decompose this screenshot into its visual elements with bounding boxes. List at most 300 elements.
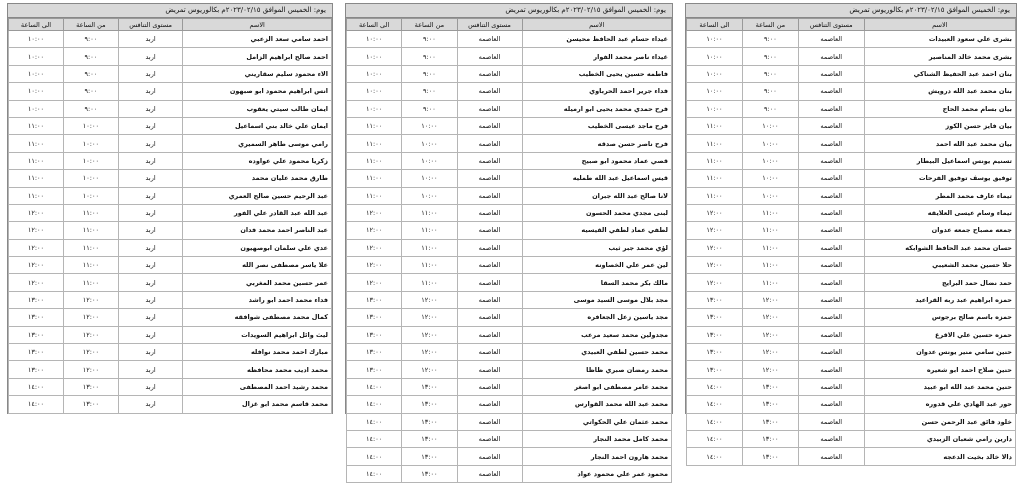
cell-to-time: ١١:٠٠: [687, 152, 743, 169]
cell-to-time: ١٣:٠٠: [9, 309, 64, 326]
cell-from-time: ٩:٠٠: [742, 48, 798, 65]
cell-from-time: ١٢:٠٠: [63, 326, 118, 343]
cell-from-time: ١٢:٠٠: [402, 309, 457, 326]
cell-level: العاصمه: [798, 65, 864, 82]
cell-from-time: ١١:٠٠: [402, 257, 457, 274]
table-row: [687, 170, 1016, 187]
cell-to-time: ١٣:٠٠: [347, 344, 402, 361]
cell-name: كمال محمد مصطفى شوافقه: [183, 309, 332, 326]
cell-from-time: ١٣:٠٠: [63, 378, 118, 395]
cell-level: العاصمه: [798, 204, 864, 221]
table-row: [347, 326, 672, 343]
table-row: [9, 378, 332, 395]
cell-to-time: ١٠:٠٠: [347, 48, 402, 65]
cell-level: العاصمه: [798, 257, 864, 274]
cell-to-time: ١٣:٠٠: [687, 309, 743, 326]
cell-to-time: ١٤:٠٠: [687, 413, 743, 430]
cell-level: العاصمه: [798, 31, 864, 48]
cell-from-time: ١٢:٠٠: [63, 361, 118, 378]
table-row: [687, 100, 1016, 117]
cell-to-time: ١٠:٠٠: [347, 65, 402, 82]
cell-from-time: ١٣:٠٠: [742, 378, 798, 395]
cell-to-time: ١٣:٠٠: [9, 361, 64, 378]
cell-to-time: ١٣:٠٠: [687, 291, 743, 308]
cell-level: العاصمه: [457, 465, 522, 482]
table-row: [347, 430, 672, 447]
table-row: [9, 48, 332, 65]
cell-level: العاصمه: [798, 48, 864, 65]
cell-to-time: ١٠:٠٠: [687, 100, 743, 117]
cell-level: العاصمه: [457, 430, 522, 447]
cell-to-time: ١٠:٠٠: [9, 100, 64, 117]
table-row: [687, 448, 1016, 465]
table-row: [9, 291, 332, 308]
cell-to-time: ١٣:٠٠: [347, 291, 402, 308]
table-row: [687, 274, 1016, 291]
cell-from-time: ١٣:٠٠: [742, 396, 798, 413]
cell-to-time: ١١:٠٠: [687, 117, 743, 134]
table-row: [347, 291, 672, 308]
schedule-table: [686, 18, 1016, 466]
cell-from-time: ١٢:٠٠: [742, 344, 798, 361]
cell-to-time: ١٣:٠٠: [347, 326, 402, 343]
cell-from-time: ١٢:٠٠: [742, 309, 798, 326]
cell-from-time: ١١:٠٠: [402, 239, 457, 256]
cell-level: العاصمه: [457, 65, 522, 82]
cell-level: العاصمه: [798, 396, 864, 413]
cell-name: دالا خالد بخيت الدعجه: [864, 448, 1015, 465]
cell-name: ليث وائل ابراهيم السويدات: [183, 326, 332, 343]
cell-level: العاصمه: [798, 344, 864, 361]
cell-name: احمد سامي سعد الزعبي: [183, 31, 332, 48]
cell-name: محمد كامل محمد النجار: [522, 430, 672, 447]
cell-to-time: ١٤:٠٠: [347, 396, 402, 413]
cell-level: اربد: [118, 100, 183, 117]
table-row: [347, 257, 672, 274]
column-header-from: من الساعة: [402, 19, 457, 31]
cell-level: العاصمه: [457, 152, 522, 169]
cell-to-time: ١٢:٠٠: [9, 204, 64, 221]
cell-level: اربد: [118, 204, 183, 221]
table-row: [687, 378, 1016, 395]
cell-from-time: ٩:٠٠: [742, 100, 798, 117]
cell-level: العاصمه: [798, 274, 864, 291]
cell-level: العاصمه: [457, 187, 522, 204]
table-row: [687, 396, 1016, 413]
table-row: [9, 187, 332, 204]
cell-from-time: ١٠:٠٠: [402, 117, 457, 134]
cell-name: محمد حسين لطفي العبيدي: [522, 344, 672, 361]
cell-name: عبد الله عبد القادر علي الفور: [183, 204, 332, 221]
cell-to-time: ١٤:٠٠: [687, 430, 743, 447]
cell-from-time: ١٣:٠٠: [63, 396, 118, 413]
cell-level: العاصمه: [457, 257, 522, 274]
schedule-panel-right: [685, 3, 1017, 461]
cell-level: العاصمه: [798, 239, 864, 256]
cell-level: اربد: [118, 344, 183, 361]
table-row: [9, 65, 332, 82]
cell-from-time: ١١:٠٠: [742, 239, 798, 256]
table-row: [687, 152, 1016, 169]
table-body: [687, 31, 1016, 466]
cell-level: العاصمه: [798, 413, 864, 430]
table-header-row: [687, 19, 1016, 31]
cell-name: بشرى محمد خالد المناصير: [864, 48, 1015, 65]
column-header-to: الى الساعة: [347, 19, 402, 31]
cell-name: حمزه باسم صالح برجوس: [864, 309, 1015, 326]
cell-name: احمد صالح ابراهيم الزامل: [183, 48, 332, 65]
column-header-from: من الساعة: [63, 19, 118, 31]
cell-from-time: ١٢:٠٠: [742, 326, 798, 343]
cell-from-time: ١٣:٠٠: [742, 413, 798, 430]
cell-to-time: ١١:٠٠: [347, 152, 402, 169]
table-row: [347, 396, 672, 413]
cell-name: مجد بلال موسى السيد موسى: [522, 291, 672, 308]
table-row: [347, 378, 672, 395]
cell-from-time: ١٣:٠٠: [402, 378, 457, 395]
cell-from-time: ٩:٠٠: [402, 48, 457, 65]
cell-from-time: ١١:٠٠: [402, 222, 457, 239]
cell-from-time: ١٢:٠٠: [402, 361, 457, 378]
cell-to-time: ١٣:٠٠: [9, 291, 64, 308]
cell-to-time: ١٤:٠٠: [347, 448, 402, 465]
cell-to-time: ١٠:٠٠: [687, 65, 743, 82]
cell-level: اربد: [118, 31, 183, 48]
cell-name: مجد ياسين زعل الجعافره: [522, 309, 672, 326]
table-row: [347, 83, 672, 100]
cell-name: لانا صالح عبد الله جبران: [522, 187, 672, 204]
table-row: [9, 396, 332, 413]
cell-from-time: ١١:٠٠: [63, 257, 118, 274]
table-row: [9, 274, 332, 291]
cell-name: زكريا محمود علي عواوده: [183, 152, 332, 169]
table-row: [347, 344, 672, 361]
table-row: [347, 65, 672, 82]
cell-to-time: ١٤:٠٠: [687, 378, 743, 395]
table-row: [347, 152, 672, 169]
column-header-level: مستوى التنافس: [798, 19, 864, 31]
cell-to-time: ١٢:٠٠: [9, 222, 64, 239]
cell-from-time: ١٠:٠٠: [63, 117, 118, 134]
table-row: [9, 257, 332, 274]
table-header-row: [347, 19, 672, 31]
column-header-from: من الساعة: [742, 19, 798, 31]
cell-to-time: ١٠:٠٠: [9, 83, 64, 100]
cell-name: محمد رمضان صبري ظاظا: [522, 361, 672, 378]
cell-from-time: ١١:٠٠: [402, 274, 457, 291]
cell-to-time: ١٠:٠٠: [347, 100, 402, 117]
cell-to-time: ١٣:٠٠: [687, 326, 743, 343]
cell-name: بيان محمد عبد الله احمد: [864, 135, 1015, 152]
cell-level: العاصمه: [798, 309, 864, 326]
cell-level: العاصمه: [457, 413, 522, 430]
table-row: [9, 326, 332, 343]
cell-to-time: ١٤:٠٠: [9, 396, 64, 413]
cell-from-time: ١٠:٠٠: [63, 187, 118, 204]
table-row: [9, 83, 332, 100]
cell-level: العاصمه: [798, 222, 864, 239]
cell-name: تيماء عارف محمد المطر: [864, 187, 1015, 204]
cell-name: فرح حمدي محمد يحيى ابو ارميله: [522, 100, 672, 117]
cell-level: العاصمه: [798, 117, 864, 134]
cell-to-time: ١٤:٠٠: [687, 396, 743, 413]
cell-level: العاصمه: [457, 326, 522, 343]
cell-to-time: ١١:٠٠: [347, 170, 402, 187]
cell-from-time: ٩:٠٠: [63, 83, 118, 100]
cell-from-time: ٩:٠٠: [63, 31, 118, 48]
cell-level: العاصمه: [457, 117, 522, 134]
cell-level: العاصمه: [798, 152, 864, 169]
cell-from-time: ٩:٠٠: [402, 31, 457, 48]
column-header-level: مستوى التنافس: [118, 19, 183, 31]
table-row: [687, 430, 1016, 447]
cell-name: محمد عبد الله محمد القوارس: [522, 396, 672, 413]
table-row: [9, 100, 332, 117]
table-row: [9, 309, 332, 326]
table-row: [687, 413, 1016, 430]
cell-level: العاصمه: [457, 170, 522, 187]
table-row: [687, 222, 1016, 239]
cell-from-time: ١١:٠٠: [402, 204, 457, 221]
cell-to-time: ١٠:٠٠: [687, 83, 743, 100]
cell-name: فاطمه حسين يحيى الخطيب: [522, 65, 672, 82]
table-row: [9, 135, 332, 152]
cell-level: اربد: [118, 83, 183, 100]
cell-level: العاصمه: [798, 361, 864, 378]
cell-level: العاصمه: [457, 396, 522, 413]
cell-to-time: ١٢:٠٠: [347, 239, 402, 256]
cell-name: غيداء ناصر محمد الفوار: [522, 48, 672, 65]
cell-level: اربد: [118, 326, 183, 343]
table-row: [347, 361, 672, 378]
table-row: [347, 117, 672, 134]
cell-from-time: ١٣:٠٠: [402, 448, 457, 465]
cell-name: توفيق يوسف توفيق الفرحات: [864, 170, 1015, 187]
cell-to-time: ١٢:٠٠: [687, 204, 743, 221]
cell-level: اربد: [118, 291, 183, 308]
cell-level: العاصمه: [457, 291, 522, 308]
cell-level: العاصمه: [798, 326, 864, 343]
cell-level: العاصمه: [798, 430, 864, 447]
cell-level: اربد: [118, 48, 183, 65]
cell-to-time: ١١:٠٠: [347, 117, 402, 134]
table-row: [687, 204, 1016, 221]
table-header-row: [9, 19, 332, 31]
cell-to-time: ١١:٠٠: [347, 187, 402, 204]
cell-to-time: ١٤:٠٠: [347, 378, 402, 395]
cell-name: حسان محمد عبد الحافظ الشوابكه: [864, 239, 1015, 256]
cell-name: مجدولين محمد سعيد مرعب: [522, 326, 672, 343]
column-header-name: الاسم: [864, 19, 1015, 31]
cell-from-time: ١٠:٠٠: [742, 187, 798, 204]
cell-from-time: ١٢:٠٠: [63, 309, 118, 326]
cell-name: لين عمر علي الخصاونه: [522, 257, 672, 274]
cell-from-time: ٩:٠٠: [402, 65, 457, 82]
cell-level: العاصمه: [457, 222, 522, 239]
table-row: [9, 117, 332, 134]
cell-level: العاصمه: [457, 344, 522, 361]
panel-title: يوم: الخميس الموافق ٢٠٢٣/٠٢/١٥م بكالوريوس تمريض: [686, 4, 1016, 18]
cell-level: العاصمه: [457, 309, 522, 326]
cell-from-time: ١٠:٠٠: [742, 152, 798, 169]
cell-level: العاصمه: [798, 448, 864, 465]
cell-from-time: ١١:٠٠: [63, 274, 118, 291]
column-header-to: الى الساعة: [687, 19, 743, 31]
cell-to-time: ١٠:٠٠: [687, 48, 743, 65]
cell-from-time: ١٢:٠٠: [742, 291, 798, 308]
cell-to-time: ١٠:٠٠: [347, 31, 402, 48]
cell-level: العاصمه: [457, 274, 522, 291]
cell-from-time: ٩:٠٠: [742, 31, 798, 48]
cell-name: حنين سامي منير يونس عدوان: [864, 344, 1015, 361]
cell-to-time: ١٤:٠٠: [687, 448, 743, 465]
cell-to-time: ١٤:٠٠: [347, 430, 402, 447]
table-row: [687, 257, 1016, 274]
cell-from-time: ٩:٠٠: [63, 48, 118, 65]
cell-to-time: ١٢:٠٠: [347, 257, 402, 274]
cell-level: اربد: [118, 170, 183, 187]
column-header-name: الاسم: [183, 19, 332, 31]
table-row: [347, 31, 672, 48]
table-row: [687, 326, 1016, 343]
table-row: [347, 187, 672, 204]
table-body: [347, 31, 672, 483]
cell-to-time: ١٠:٠٠: [9, 48, 64, 65]
table-row: [687, 48, 1016, 65]
cell-to-time: ١٤:٠٠: [9, 378, 64, 395]
cell-from-time: ١١:٠٠: [742, 222, 798, 239]
cell-level: العاصمه: [457, 83, 522, 100]
cell-to-time: ١٢:٠٠: [9, 239, 64, 256]
table-row: [347, 170, 672, 187]
table-row: [687, 361, 1016, 378]
table-row: [687, 291, 1016, 308]
schedule-panel-middle: [345, 3, 673, 478]
table-row: [347, 448, 672, 465]
cell-name: بنان محمد عبد الله درويش: [864, 83, 1015, 100]
table-row: [347, 274, 672, 291]
cell-name: دارين رامي شعبان الزبيدي: [864, 430, 1015, 447]
cell-level: العاصمه: [457, 448, 522, 465]
cell-from-time: ١٠:٠٠: [742, 170, 798, 187]
cell-from-time: ٩:٠٠: [402, 100, 457, 117]
cell-level: العاصمه: [457, 31, 522, 48]
cell-level: العاصمه: [457, 100, 522, 117]
cell-to-time: ١١:٠٠: [687, 135, 743, 152]
cell-level: العاصمه: [798, 187, 864, 204]
cell-to-time: ١٣:٠٠: [9, 326, 64, 343]
cell-to-time: ١٢:٠٠: [687, 274, 743, 291]
table-row: [9, 361, 332, 378]
cell-to-time: ١٢:٠٠: [687, 222, 743, 239]
schedule-panel-left: [7, 3, 333, 414]
cell-to-time: ١٣:٠٠: [9, 344, 64, 361]
schedule-table: [346, 18, 672, 483]
cell-from-time: ١٣:٠٠: [402, 396, 457, 413]
cell-name: محمد رشيد احمد المصطفى: [183, 378, 332, 395]
table-row: [687, 187, 1016, 204]
panel-title: يوم: الخميس الموافق ٢٠٢٣/٠٢/١٥م بكالوريوس تمريض: [8, 4, 332, 18]
cell-from-time: ١٠:٠٠: [63, 152, 118, 169]
table-row: [687, 31, 1016, 48]
cell-name: عبد الناصر احمد محمد فدان: [183, 222, 332, 239]
cell-from-time: ١٢:٠٠: [402, 291, 457, 308]
cell-to-time: ١٣:٠٠: [347, 361, 402, 378]
cell-level: العاصمه: [457, 135, 522, 152]
cell-to-time: ١١:٠٠: [347, 135, 402, 152]
cell-from-time: ٩:٠٠: [63, 100, 118, 117]
cell-level: العاصمه: [798, 170, 864, 187]
cell-to-time: ١١:٠٠: [9, 170, 64, 187]
cell-name: بشرى علي سعود العبيدات: [864, 31, 1015, 48]
cell-name: محمد عثمان علي الحكواتي: [522, 413, 672, 430]
cell-to-time: ١١:٠٠: [687, 170, 743, 187]
cell-from-time: ٩:٠٠: [402, 83, 457, 100]
cell-to-time: ١٢:٠٠: [347, 274, 402, 291]
table-row: [687, 239, 1016, 256]
cell-level: اربد: [118, 117, 183, 134]
cell-name: طارق محمد عليان محمد: [183, 170, 332, 187]
cell-level: اربد: [118, 309, 183, 326]
cell-level: العاصمه: [457, 48, 522, 65]
cell-to-time: ١٣:٠٠: [687, 361, 743, 378]
cell-name: محمد قاسم محمد ابو غزال: [183, 396, 332, 413]
cell-name: حمزه ابراهيم عبد ربه القراعيد: [864, 291, 1015, 308]
column-header-level: مستوى التنافس: [457, 19, 522, 31]
cell-name: انس ابراهيم محمود ابو صبهون: [183, 83, 332, 100]
table-row: [687, 309, 1016, 326]
cell-name: لطفي عماد لطفي القيسيه: [522, 222, 672, 239]
cell-to-time: ١١:٠٠: [9, 117, 64, 134]
cell-name: ايمان علي خالد بني اسماعيل: [183, 117, 332, 134]
cell-level: اربد: [118, 187, 183, 204]
cell-name: علا ياسر مصطفى نصر الله: [183, 257, 332, 274]
column-header-name: الاسم: [522, 19, 672, 31]
column-header-to: الى الساعة: [9, 19, 64, 31]
cell-level: اربد: [118, 135, 183, 152]
cell-name: غيداء حسام عبد الحافظ محيسن: [522, 31, 672, 48]
cell-from-time: ١٠:٠٠: [402, 152, 457, 169]
cell-to-time: ١٤:٠٠: [347, 465, 402, 482]
cell-from-time: ١٣:٠٠: [742, 448, 798, 465]
cell-level: اربد: [118, 257, 183, 274]
cell-from-time: ١١:٠٠: [742, 257, 798, 274]
cell-from-time: ١٣:٠٠: [742, 430, 798, 447]
cell-level: اربد: [118, 396, 183, 413]
cell-name: عبد الرحيم حسين صالح العمري: [183, 187, 332, 204]
cell-name: فداء محمد احمد ابو راشد: [183, 291, 332, 308]
cell-name: قيس اسماعيل عبد الله طمليه: [522, 170, 672, 187]
cell-name: تيماء وسام عيسى العلايقه: [864, 204, 1015, 221]
table-row: [687, 65, 1016, 82]
cell-from-time: ١٠:٠٠: [742, 117, 798, 134]
cell-to-time: ١٠:٠٠: [347, 83, 402, 100]
cell-from-time: ١١:٠٠: [742, 274, 798, 291]
table-row: [347, 239, 672, 256]
cell-level: العاصمه: [798, 83, 864, 100]
cell-from-time: ١٠:٠٠: [402, 135, 457, 152]
cell-level: العاصمه: [457, 239, 522, 256]
cell-from-time: ٩:٠٠: [742, 83, 798, 100]
table-row: [9, 170, 332, 187]
table-row: [347, 413, 672, 430]
cell-from-time: ١٢:٠٠: [742, 361, 798, 378]
cell-from-time: ١٢:٠٠: [63, 291, 118, 308]
cell-level: اربد: [118, 274, 183, 291]
table-row: [9, 222, 332, 239]
cell-name: جمعه مصباح جمعه عدوان: [864, 222, 1015, 239]
schedule-table: [8, 18, 332, 414]
